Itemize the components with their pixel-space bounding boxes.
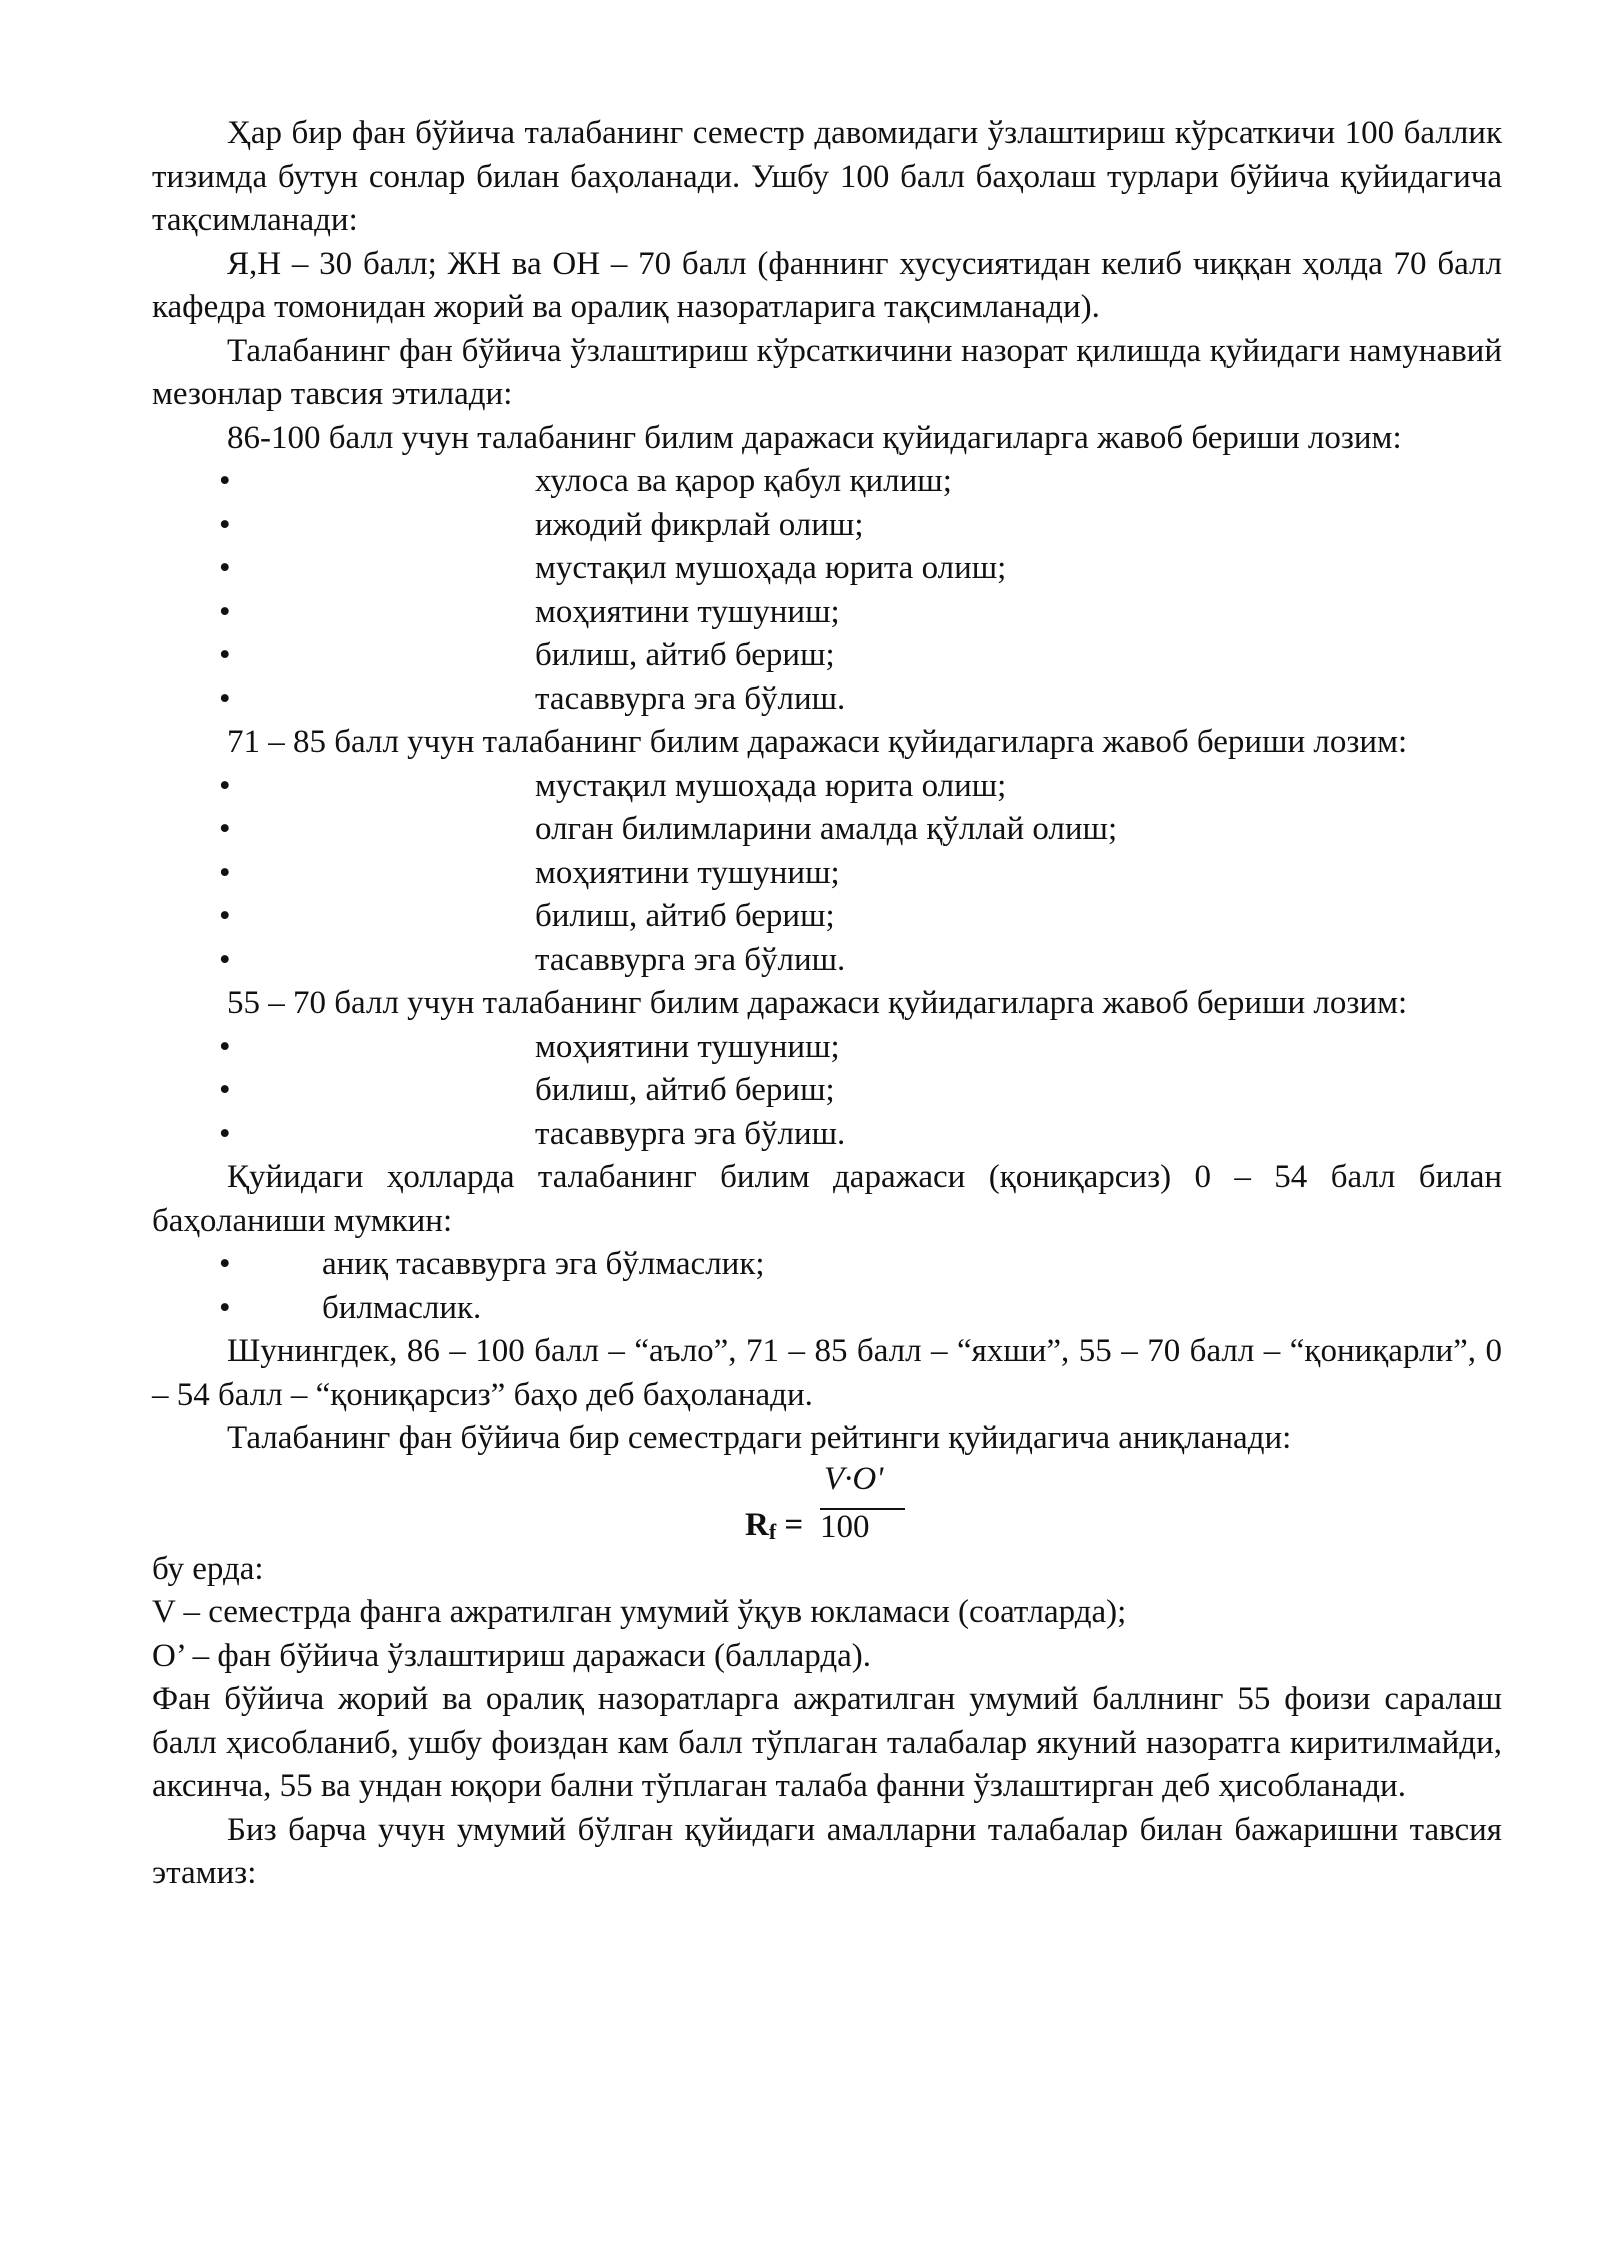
list-86-100 bbox=[152, 460, 1502, 721]
formula-denominator: 100 bbox=[820, 1508, 870, 1545]
document-page bbox=[152, 112, 1502, 1896]
paragraph-86-100: 86-100 балл учун талабанинг билим даражаси қуйидагиларга жавоб бериши лозим: bbox=[227, 419, 1402, 456]
list-item bbox=[152, 504, 1502, 548]
paragraph-score-distribution: Я,Н – 30 балл; ЖН ва ОН – 70 балл (фаннинг хусусиятидан келиб чиққан ҳолда 70 балл кафедра томонидан жорий ва оралиқ назоратларига тақсимланади). bbox=[152, 245, 1502, 325]
list-item-text: билмаслик. bbox=[322, 1289, 482, 1326]
list-item-text: мустақил мушоҳада юрита олиш; bbox=[535, 767, 1007, 804]
paragraph-criteria-intro: Талабанинг фан бўйича ўзлаштириш кўрсаткичини назорат қилишда қуйидаги намунавий мезонлар тавсия этилади: bbox=[152, 332, 1502, 412]
formula-equals: = bbox=[776, 1506, 804, 1543]
list-item-text: билиш, айтиб бериш; bbox=[535, 637, 835, 673]
bullet-icon: • bbox=[219, 550, 231, 586]
list-item-text: аниқ тасаввурга эга бўлмаслик; bbox=[322, 1246, 765, 1282]
paragraph-assessment-intro: Ҳар бир фан бўйича талабанинг семестр давомидаги ўзлаштириш кўрсаткичи 100 баллик тизимда бутун сонлар билан баҳоланади. Ушбу 100 балл баҳолаш турлари бўйича қуйидагича тақсимланади: bbox=[152, 115, 1502, 238]
list-0-54 bbox=[152, 1243, 1502, 1330]
list-item bbox=[152, 1026, 1502, 1070]
bullet-icon: • bbox=[219, 637, 231, 673]
list-item-text: тасаввурга эга бўлиш. bbox=[535, 941, 846, 978]
list-item bbox=[152, 547, 1502, 591]
list-item-text: моҳиятини тушуниш; bbox=[535, 593, 840, 630]
bullet-icon: • bbox=[219, 463, 231, 499]
list-item-text: моҳиятини тушуниш; bbox=[535, 1028, 840, 1065]
bullet-icon: • bbox=[219, 941, 231, 978]
bullet-icon: • bbox=[219, 1115, 231, 1152]
list-item-text: билиш, айтиб бериш; bbox=[535, 898, 835, 934]
paragraph-where: бу ерда: bbox=[152, 1550, 264, 1587]
list-item-text: мустақил мушоҳада юрита олиш; bbox=[535, 550, 1007, 586]
paragraph-rating-intro: Талабанинг фан бўйича бир семестрдаги рейтинги қуйидагича аниқланади: bbox=[227, 1420, 1292, 1456]
bullet-icon: • bbox=[219, 811, 231, 847]
formula-numerator: V·O' bbox=[824, 1460, 884, 1497]
list-item bbox=[152, 678, 1502, 722]
list-item bbox=[152, 591, 1502, 635]
list-item bbox=[152, 1287, 1502, 1331]
list-item bbox=[152, 1069, 1502, 1113]
list-item bbox=[152, 1113, 1502, 1157]
rating-formula bbox=[152, 1461, 1502, 1548]
list-item-text: тасаввурга эга бўлиш. bbox=[535, 680, 846, 717]
paragraph-0-54: Қуйидаги ҳолларда талабанинг билим даражаси (қониқарсиз) 0 – 54 балл билан баҳоланиши мумкин: bbox=[152, 1159, 1502, 1239]
paragraph-threshold: Фан бўйича жорий ва оралиқ назоратларга ажратилган умумий баллнинг 55 фоизи саралаш балл ҳисобланиб, ушбу фоиздан кам балл тўплаган талабалар якуний назоратга киритилмайди, аксинча, 55 ва ундан юқори бални тўплаган талаба фанни ўзлаштирган деб ҳисобланади. bbox=[152, 1681, 1502, 1804]
paragraph-55-70: 55 – 70 балл учун талабанинг билим даражаси қуйидагиларга жавоб бериши лозим: bbox=[227, 985, 1408, 1021]
list-item-text: ижодий фикрлай олиш; bbox=[535, 506, 864, 543]
bullet-icon: • bbox=[219, 1289, 231, 1326]
paragraph-71-85: 71 – 85 балл учун талабанинг билим даражаси қуйидагиларга жавоб бериши лозим: bbox=[227, 724, 1408, 760]
list-item bbox=[152, 939, 1502, 983]
list-item-text: тасаввурга эга бўлиш. bbox=[535, 1115, 846, 1152]
list-55-70 bbox=[152, 1026, 1502, 1157]
formula-lhs-subscript: f bbox=[768, 1518, 777, 1544]
formula-lhs-main: R bbox=[745, 1506, 769, 1543]
bullet-icon: • bbox=[219, 854, 231, 891]
bullet-icon: • bbox=[219, 593, 231, 630]
bullet-icon: • bbox=[219, 767, 231, 804]
list-item-text: хулоса ва қарор қабул қилиш; bbox=[535, 463, 952, 499]
bullet-icon: • bbox=[219, 1246, 231, 1282]
paragraph-grade-names: Шунингдек, 86 – 100 балл – “аъло”, 71 – 85 балл – “яхши”, 55 – 70 балл – “қониқарли”, 0 – 54 балл – “қониқарсиз” баҳо деб баҳоланади. bbox=[152, 1333, 1502, 1413]
paragraph-recommendation: Биз барча учун умумий бўлган қуйидаги амалларни талабалар билан бажаришни тавсия этамиз: bbox=[152, 1811, 1502, 1891]
list-item bbox=[152, 460, 1502, 504]
paragraph-v-definition: V – семестрда фанга ажратилган умумий ўқув юкламаси (соатларда); bbox=[152, 1594, 1127, 1630]
list-item bbox=[152, 895, 1502, 939]
list-item bbox=[152, 808, 1502, 852]
list-71-85 bbox=[152, 765, 1502, 983]
list-item bbox=[152, 634, 1502, 678]
paragraph-o-definition: O’ – фан бўйича ўзлаштириш даражаси (балларда). bbox=[152, 1637, 872, 1674]
bullet-icon: • bbox=[219, 506, 231, 543]
list-item-text: билиш, айтиб бериш; bbox=[535, 1072, 835, 1108]
bullet-icon: • bbox=[219, 680, 231, 717]
list-item-text: олган билимларини амалда қўллай олиш; bbox=[535, 811, 1118, 847]
list-item bbox=[152, 765, 1502, 809]
formula-lhs bbox=[745, 1504, 803, 1554]
bullet-icon: • bbox=[219, 1028, 231, 1065]
list-item bbox=[152, 1243, 1502, 1287]
list-item-text: моҳиятини тушуниш; bbox=[535, 854, 840, 891]
list-item bbox=[152, 852, 1502, 896]
bullet-icon: • bbox=[219, 898, 231, 934]
bullet-icon: • bbox=[219, 1072, 231, 1108]
